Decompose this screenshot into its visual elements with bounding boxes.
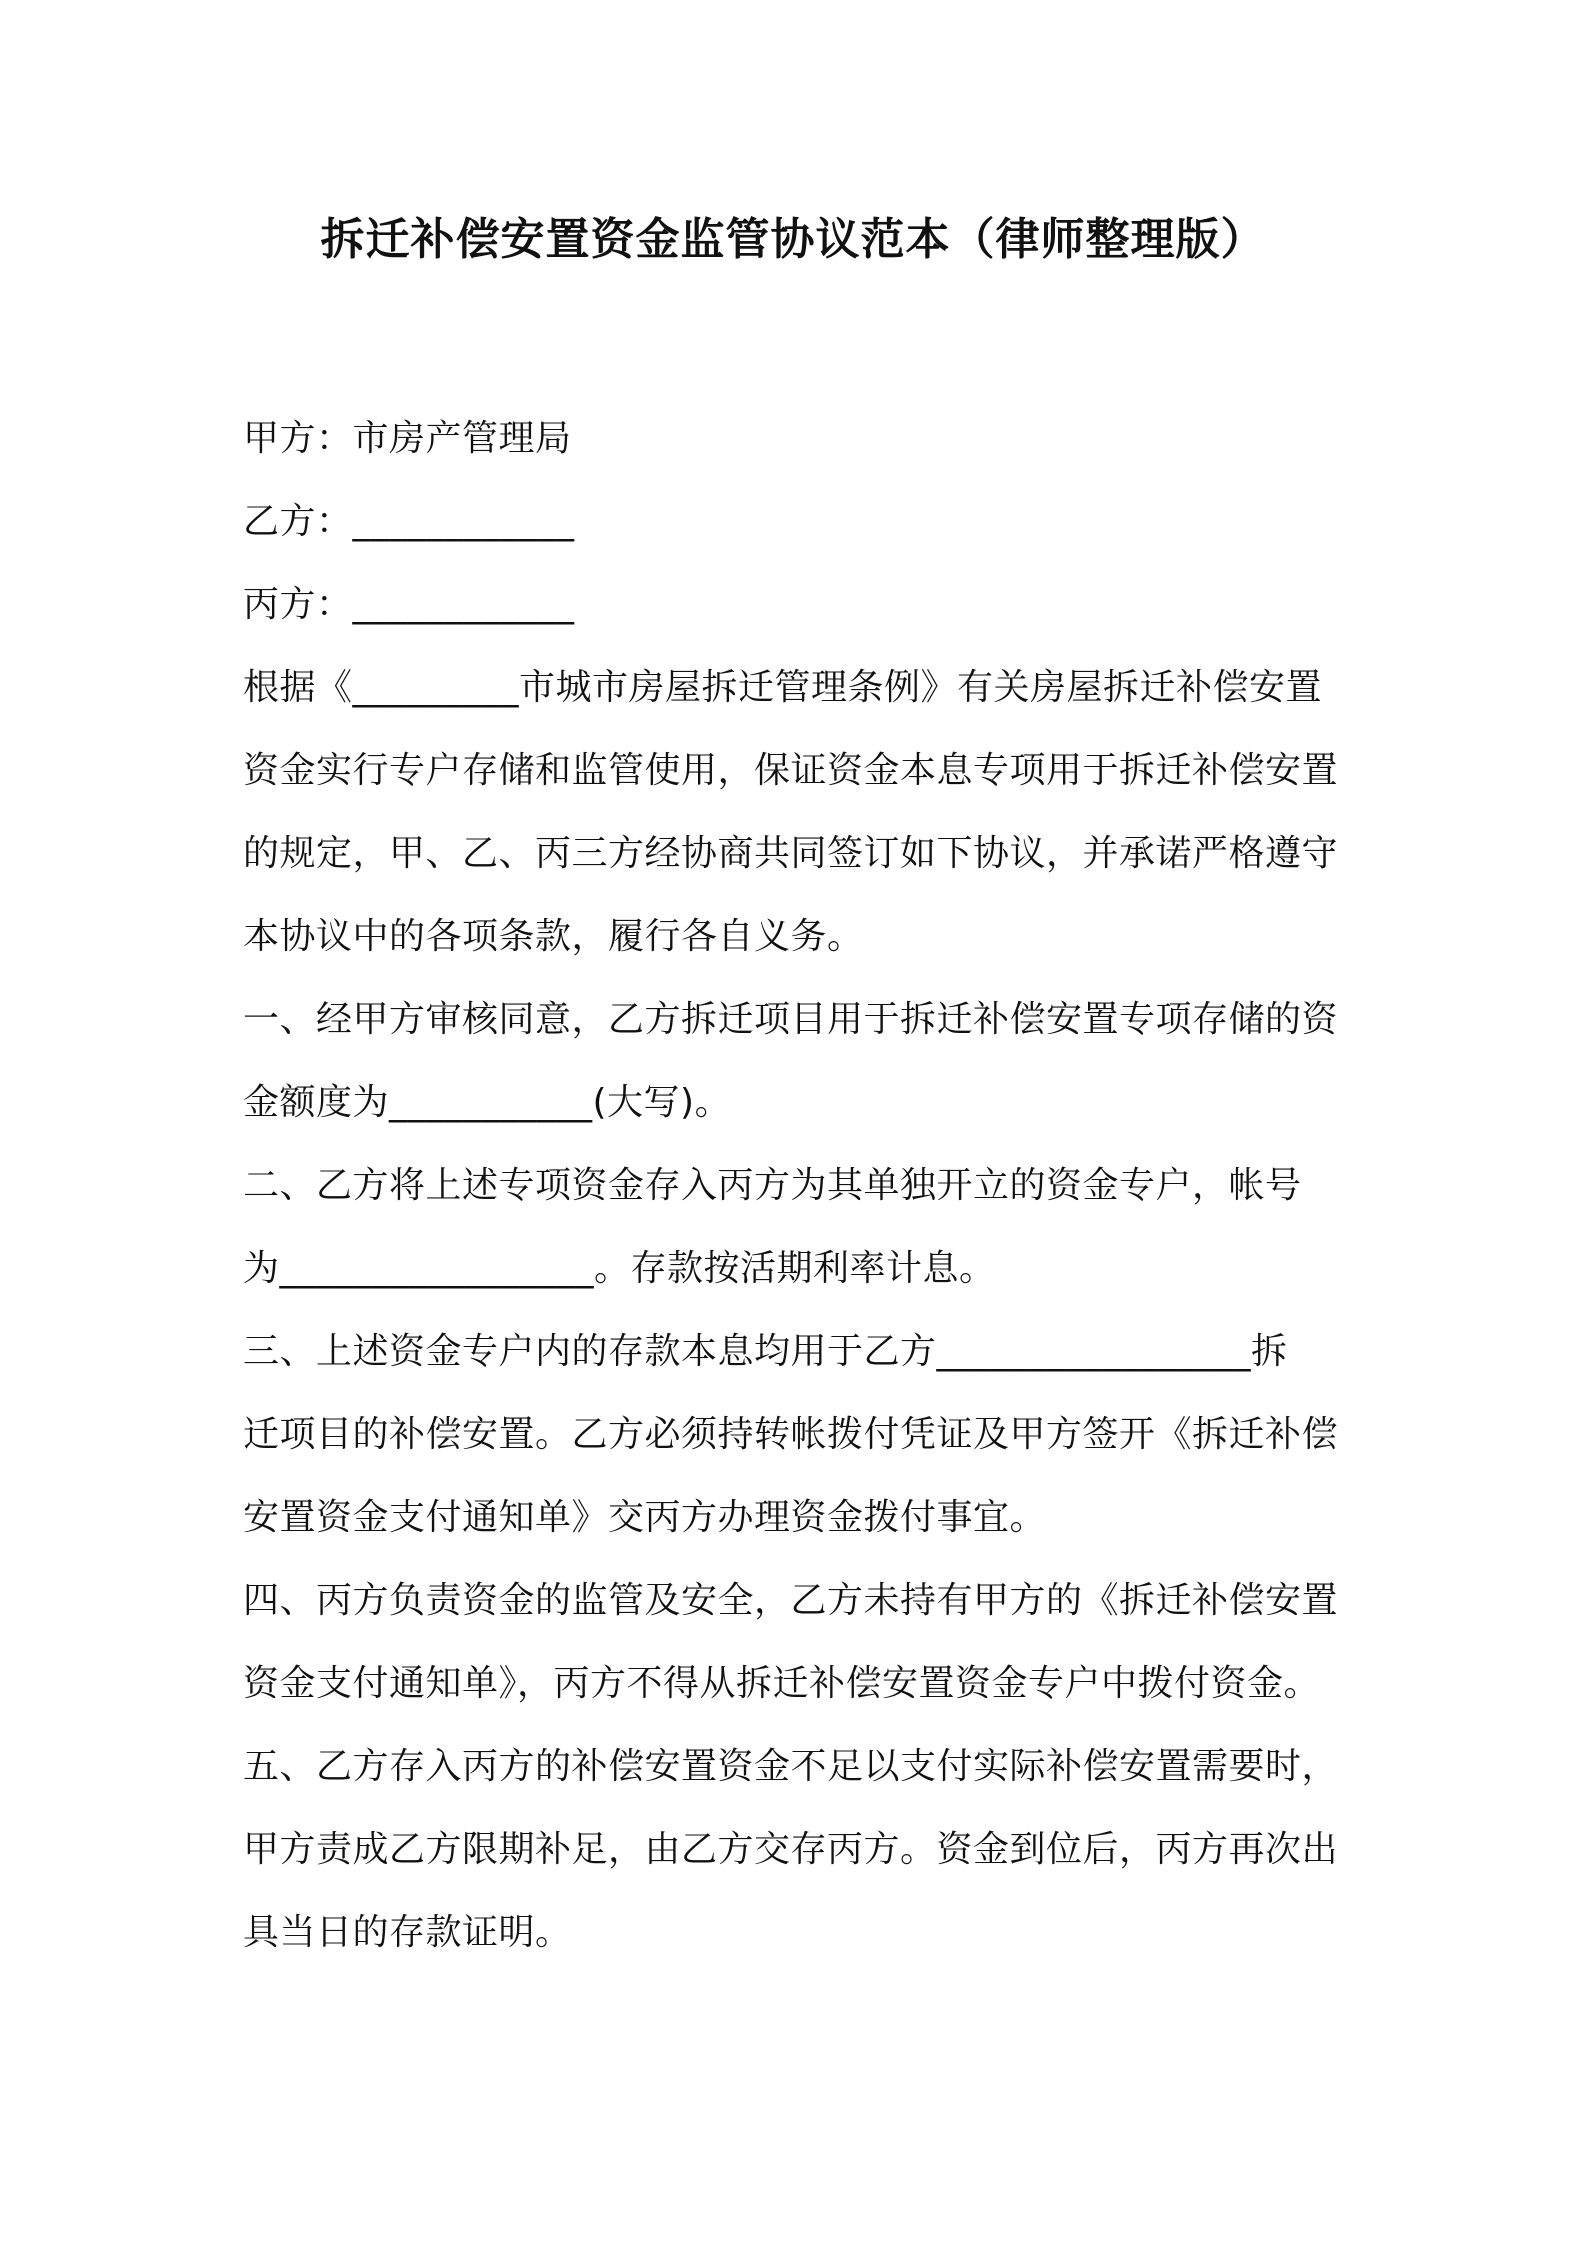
- clause-3-line: 安置资金支付通知单》交丙方办理资金拨付事宜。: [243, 1497, 1047, 1538]
- party-c-line: 丙方：____________: [243, 584, 575, 625]
- clause-3-line: 三、上述资金专户内的存款本息均用于乙方_________________拆: [243, 1331, 1288, 1372]
- clause-2-line: 为_________________。存款按活期利率计息。: [243, 1248, 996, 1289]
- party-b-line: 乙方：____________: [243, 501, 575, 542]
- document-title: 拆迁补偿安置资金监管协议范本（律师整理版）: [320, 214, 1266, 265]
- clause-3-line: 迁项目的补偿安置。乙方必须持转帐拨付凭证及甲方签开《拆迁补偿: [243, 1414, 1339, 1455]
- clause-5-line: 甲方责成乙方限期补足，由乙方交存丙方。资金到位后，丙方再次出: [243, 1829, 1339, 1870]
- preamble-line: 资金实行专户存储和监管使用，保证资金本息专项用于拆迁补偿安置: [243, 750, 1339, 791]
- clause-5-line: 具当日的存款证明。: [243, 1912, 572, 1953]
- clause-4-line: 资金支付通知单》，丙方不得从拆迁补偿安置资金专户中拨付资金。: [243, 1663, 1321, 1704]
- party-a-line: 甲方：市房产管理局: [243, 418, 572, 459]
- clause-1-line: 金额度为___________(大写)。: [243, 1082, 732, 1123]
- preamble-line: 本协议中的各项条款，履行各自义务。: [243, 916, 864, 957]
- clause-1-line: 一、经甲方审核同意，乙方拆迁项目用于拆迁补偿安置专项存储的资: [243, 999, 1339, 1040]
- clause-5-line: 五、乙方存入丙方的补偿安置资金不足以支付实际补偿安置需要时，: [243, 1746, 1339, 1787]
- preamble-line: 的规定，甲、乙、丙三方经协商共同签订如下协议，并承诺严格遵守: [243, 833, 1339, 874]
- clause-4-line: 四、丙方负责资金的监管及安全，乙方未持有甲方的《拆迁补偿安置: [243, 1580, 1339, 1621]
- clause-2-line: 二、乙方将上述专项资金存入丙方为其单独开立的资金专户，帐号: [243, 1165, 1302, 1206]
- preamble-line: 根据《_________市城市房屋拆迁管理条例》有关房屋拆迁补偿安置: [243, 667, 1323, 708]
